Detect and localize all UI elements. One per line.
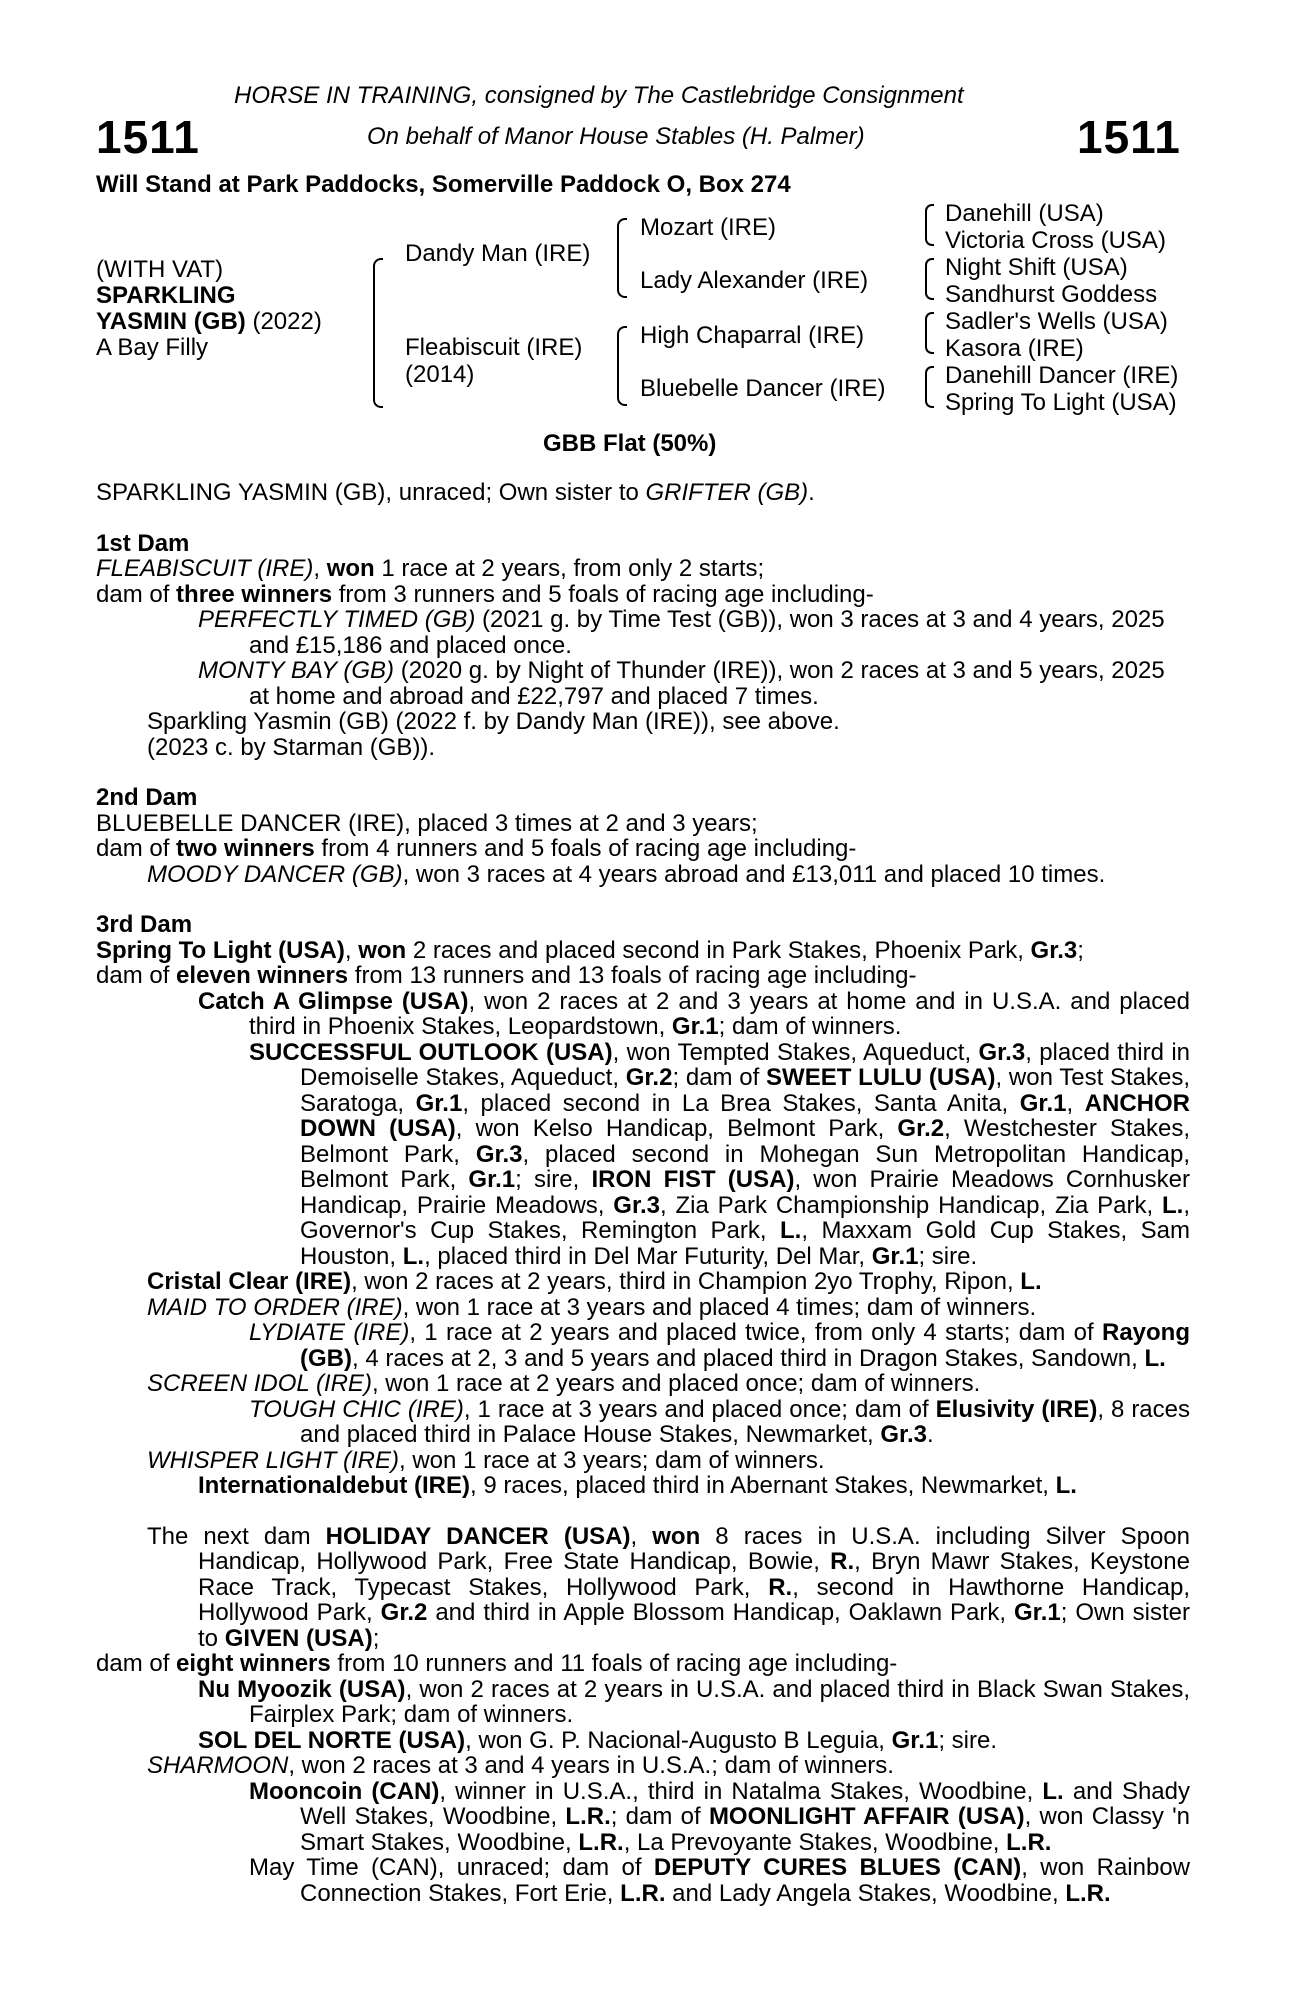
second-dam-line2: dam of two winners from 4 runners and 5 foals of racing age including- <box>96 835 857 862</box>
third-dam-line1: Spring To Light (USA), won 2 races and placed second in Park Stakes, Phoenix Park, Gr.3; <box>96 936 1084 964</box>
stand-location: Will Stand at Park Paddocks, Somerville Paddock O, Box 274 <box>96 171 791 198</box>
dam-dam: Bluebelle Dancer (IRE) <box>640 375 886 402</box>
dam-sire: High Chaparral (IRE) <box>640 322 865 349</box>
progeny-monty-bay: MONTY BAY (GB) (2020 g. by Night of Thunder (IRE)), won 2 races at 3 and 5 years, 2025 at home and abroad and £22,797 and placed 7 times. <box>198 657 1165 710</box>
sire-dam: Lady Alexander (IRE) <box>640 267 869 294</box>
rating: GBB Flat (50%) <box>543 430 717 457</box>
ped-dsd: Kasora (IRE) <box>945 335 1084 362</box>
pedigree-brace-main <box>373 258 383 408</box>
progeny-mooncoin: Mooncoin (CAN), winner in U.S.A., third in Natalma Stakes, Woodbine, L. and Shady Well Stakes, Woodbine, L.R.; dam of MOONLIGHT AFFAIR (USA), won Classy 'n Smart Stakes, Woodbine, L.R., La Prevoyante Stakes, Woodbine, L.R. <box>249 1777 1191 1856</box>
behalf-line: On behalf of Manor House Stables (H. Palmer) <box>367 123 865 150</box>
catalogue-body <box>96 480 1190 1906</box>
ped-dds: Danehill Dancer (IRE) <box>945 362 1179 389</box>
vat-label: (WITH VAT) <box>96 256 224 283</box>
pedigree-brace-dam <box>617 326 627 406</box>
second-dam-line1: BLUEBELLE DANCER (IRE), placed 3 times at 2 and 3 years; <box>96 809 758 837</box>
first-dam-line2: dam of three winners from 3 runners and 5 foals of racing age including- <box>96 580 874 608</box>
progeny-sharmoon: SHARMOON, won 2 races at 3 and 4 years in U.S.A.; dam of winners. <box>147 1752 894 1779</box>
ped-sds: Night Shift (USA) <box>945 254 1128 281</box>
pedigree-brace-g1 <box>925 204 934 246</box>
sire: Dandy Man (IRE) <box>405 240 591 267</box>
progeny-perfectly-timed: PERFECTLY TIMED (GB) (2021 g. by Time Test (GB)), won 3 races at 3 and 4 years, 2025 and £15,186 and placed once. <box>198 606 1165 659</box>
progeny-may-time: May Time (CAN), unraced; dam of DEPUTY CURES BLUES (CAN), won Rainbow Connection Stakes, Fort Erie, L.R. and Lady Angela Stakes, Woodbine, L.R. <box>249 1854 1191 1907</box>
progeny-maid-to-order: MAID TO ORDER (IRE), won 1 race at 3 years and placed 4 times; dam of winners. <box>147 1293 1037 1321</box>
horse-name-line1: SPARKLING <box>96 282 236 309</box>
dam-year: (2014) <box>405 361 475 388</box>
next-dam-paragraph: The next dam HOLIDAY DANCER (USA), won 8 races in U.S.A. including Silver Spoon Handicap, Hollywood Park, Free State Handicap, Bowie, R., Bryn Mawr Stakes, Keystone Race Track, Typecast Stakes, Hollywood Park, R., second in Hawthorne Handicap, Hollywood Park, Gr.2 and third in Apple Blossom Handicap, Oaklawn Park, Gr.1; Own sister to GIVEN (USA); <box>147 1522 1191 1652</box>
first-dam-heading: 1st Dam <box>96 529 190 557</box>
progeny-sol-del-norte: SOL DEL NORTE (USA), won G. P. Nacional-Augusto B Leguia, Gr.1; sire. <box>198 1726 998 1754</box>
ped-dss: Sadler's Wells (USA) <box>945 308 1168 335</box>
horse-name-line2: YASMIN (GB) (2022) <box>96 308 322 335</box>
horse-description: A Bay Filly <box>96 334 209 361</box>
sire-sire: Mozart (IRE) <box>640 214 777 241</box>
lot-number-left: 1511 <box>96 111 200 163</box>
ped-sdd: Sandhurst Goddess <box>945 281 1158 308</box>
first-dam-line1: FLEABISCUIT (IRE), won 1 race at 2 years, from only 2 starts; <box>96 555 765 582</box>
third-dam-heading: 3rd Dam <box>96 911 193 938</box>
second-dam-heading: 2nd Dam <box>96 784 198 811</box>
progeny-catch-a-glimpse: Catch A Glimpse (USA), won 2 races at 2 and 3 years at home and in U.S.A. and placed third in Phoenix Stakes, Leopardstown, Gr.1; dam of winners. <box>198 987 1190 1040</box>
pedigree-brace-g4 <box>925 366 934 408</box>
progeny-cristal-clear: Cristal Clear (IRE), won 2 races at 2 years, third in Champion 2yo Trophy, Ripon, L. <box>147 1268 1042 1295</box>
progeny-lydiate: LYDIATE (IRE), 1 race at 2 years and placed twice, from only 4 starts; dam of Rayong (GB), 4 races at 2, 3 and 5 years and placed third in Dragon Stakes, Sandown, L. <box>249 1319 1190 1372</box>
progeny-nu-myoozik: Nu Myoozik (USA), won 2 races at 2 years in U.S.A. and placed third in Black Swan Stakes, Fairplex Park; dam of winners. <box>198 1675 1190 1728</box>
progeny-screen-idol: SCREEN IDOL (IRE), won 1 race at 2 years and placed once; dam of winners. <box>147 1370 981 1397</box>
pedigree-brace-sire <box>617 218 627 298</box>
progeny-2023-colt: (2023 c. by Starman (GB)). <box>147 733 436 761</box>
progeny-successful-outlook: SUCCESSFUL OUTLOOK (USA), won Tempted Stakes, Aqueduct, Gr.3, placed third in Demoiselle Stakes, Aqueduct, Gr.2; dam of SWEET LULU (USA), won Test Stakes, Saratoga, Gr.1, placed second in La Brea Stakes, Santa Anita, Gr.1, ANCHOR DOWN (USA), won Kelso Handicap, Belmont Park, Gr.2, Westchester Stakes, Belmont Park, Gr.3, placed second in Mohegan Sun Metropolitan Handicap, Belmont Park, Gr.1; sire, IRON FIST (USA), won Prairie Meadows Cornhusker Handicap, Prairie Meadows, Gr.3, Zia Park Championship Handicap, Zia Park, L., Governor's Cup Stakes, Remington Park, L., Maxxam Gold Cup Stakes, Sam Houston, L., placed third in Del Mar Futurity, Del Mar, Gr.1; sire. <box>249 1038 1191 1270</box>
dam: Fleabiscuit (IRE) <box>405 334 583 361</box>
progeny-internationaldebut: Internationaldebut (IRE), 9 races, placed third in Abernant Stakes, Newmarket, L. <box>198 1472 1077 1499</box>
intro-line: SPARKLING YASMIN (GB), unraced; Own sister to GRIFTER (GB). <box>96 479 815 506</box>
progeny-moody-dancer: MOODY DANCER (GB), won 3 races at 4 years abroad and £13,011 and placed 10 times. <box>147 860 1106 888</box>
ped-ddd: Spring To Light (USA) <box>945 389 1177 416</box>
pedigree-brace-g2 <box>925 258 934 300</box>
ped-sss: Danehill (USA) <box>945 200 1104 227</box>
ped-ssd: Victoria Cross (USA) <box>945 227 1166 254</box>
next-dam-produce-line: dam of eight winners from 10 runners and 11 foals of racing age including- <box>96 1650 898 1677</box>
progeny-tough-chic: TOUGH CHIC (IRE), 1 race at 3 years and placed once; dam of Elusivity (IRE), 8 races and placed third in Palace House Stakes, Newmarket, Gr.3. <box>249 1395 1191 1448</box>
consignment-line: HORSE IN TRAINING, consigned by The Castlebridge Consignment <box>234 82 964 109</box>
progeny-whisper-light: WHISPER LIGHT (IRE), won 1 race at 3 years; dam of winners. <box>147 1446 825 1474</box>
pedigree-brace-g3 <box>925 312 934 354</box>
third-dam-line2: dam of eleven winners from 13 runners and 13 foals of racing age including- <box>96 962 917 989</box>
progeny-sparkling-yasmin: Sparkling Yasmin (GB) (2022 f. by Dandy Man (IRE)), see above. <box>147 708 840 735</box>
lot-number-right: 1511 <box>1077 111 1181 163</box>
